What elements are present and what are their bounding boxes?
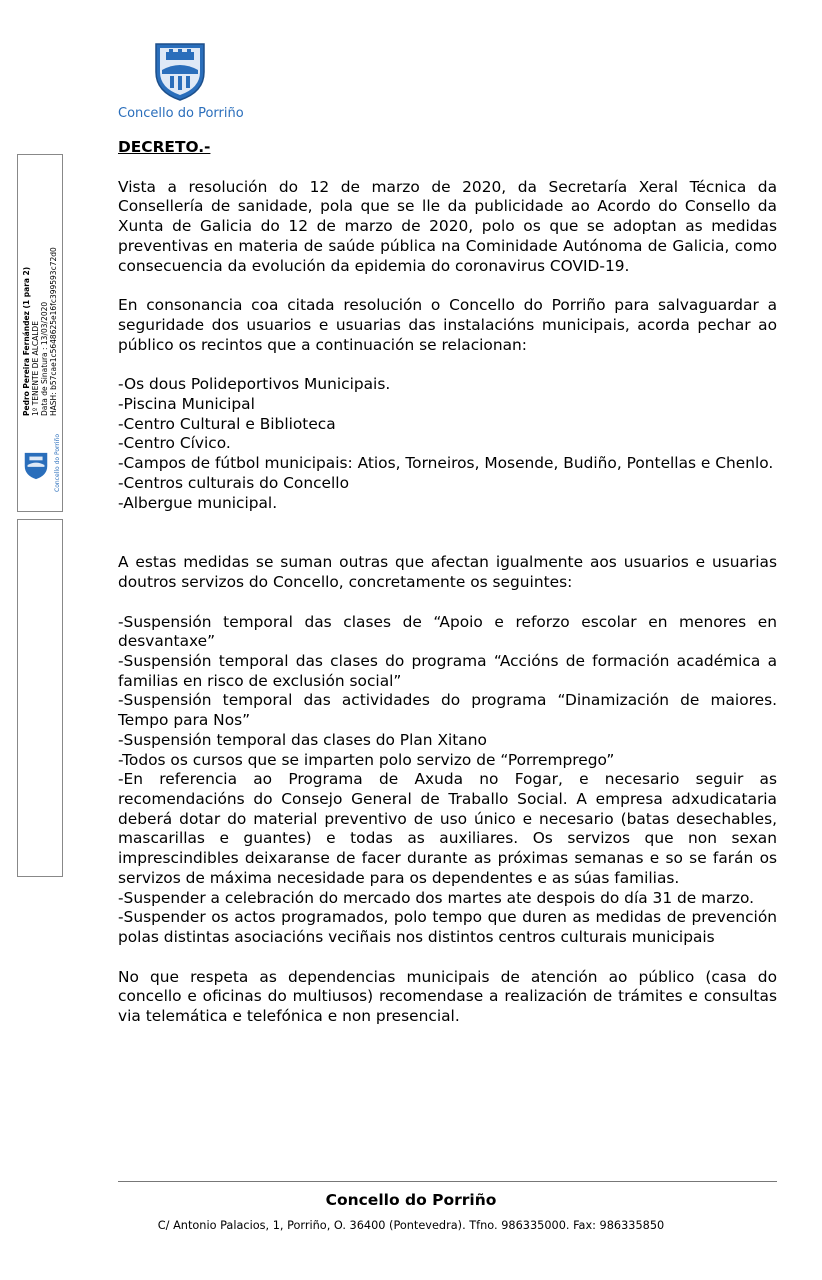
list-item: -Centro Cívico. [118, 434, 231, 453]
coat-of-arms-icon [152, 38, 208, 102]
list-item: -Suspensión temporal das clases de “Apoio e reforzo escolar en menores en desvantaxe” [118, 612, 777, 651]
list-item: -Centros culturais do Concello [118, 473, 349, 492]
decree-body [118, 138, 777, 1027]
signature-date: Data de Sinatura : 13/03/2020 [40, 301, 49, 416]
signer-role: 1º TENENTE DE ALCALDE [31, 321, 40, 416]
signer-name: Pedro Pereira Fernández (1 para 2) [22, 266, 31, 416]
list-item: -Campos de fútbol municipais: Atios, Torneiros, Mosende, Budiño, Pontellas e Chenlo. [118, 454, 774, 473]
paragraph-additional: A estas medidas se suman outras que afectan igualmente aos usuarios e usuarias doutros servizos do Concello, concretamente os seguintes: [118, 553, 777, 591]
services-list [118, 613, 777, 948]
list-item: -Albergue municipal. [118, 493, 278, 512]
list-item: -Todos os cursos que se imparten polo servizo de “Porremprego” [118, 750, 615, 769]
logo-name: Concello do Porriño [118, 106, 244, 121]
signature-hash: HASH: b57cae1c5648625e16fc399593c72d0 [49, 247, 58, 416]
list-item: -Os dous Polideportivos Municipais. [118, 375, 391, 394]
list-item: -Centro Cultural e Biblioteca [118, 414, 336, 433]
paragraph-consonancia: En consonancia coa citada resolución o Concello do Porriño para salvaguardar a seguridade dos usuarios e usuarias das instalacións municipais, acorda pechar ao público os recintos que a continuación se relacionan: [118, 296, 777, 354]
header-logo [118, 38, 242, 121]
mini-logo-name: Concello do Porriño [54, 434, 61, 492]
list-item: -Suspender os actos programados, polo tempo que duren as medidas de prevención polas distintas asociacións veciñais nos distintos centros culturais municipais [118, 908, 777, 946]
list-item: -Suspender a celebración do mercado dos martes ate despois do día 31 de marzo. [118, 888, 755, 907]
list-item: -Suspensión temporal das actividades do programa “Dinamización de maiores. Tempo para Nos” [118, 691, 777, 730]
signature-block [22, 216, 58, 416]
footer-divider [118, 1181, 777, 1182]
paragraph-closing: No que respeta as dependencias municipais de atención ao público (casa do concello e oficinas do multiusos) recomendase a realización de trámites e consultas via telemática e telefónica e non presencial. [118, 967, 777, 1026]
list-item: -En referencia ao Programa de Axuda no Fogar, e necesario seguir as recomendacións do Consejo General de Traballo Social. A empresa adxudicataria deberá dotar do material preventivo de uso único e necesario (batas desechables, mascarillas e guantes) e todas as auxiliares. Os servizos que non sexan imprescindibles deixaranse de facer durante as próximas semanas e so se farán os servizos de máxima necesidade para os dependentes e as súas familias. [118, 770, 777, 887]
mini-coat-of-arms-icon [22, 450, 50, 480]
footer-title: Concello do Porriño [325, 1191, 497, 1209]
list-item: -Suspensión temporal das clases do Plan Xitano [118, 730, 487, 749]
facilities-list [118, 375, 777, 513]
signature-panel-empty [17, 519, 63, 877]
footer-address: C/ Antonio Palacios, 1, Porriño, O. 36400 (Pontevedra). Tfno. 986335000. Fax: 986335850 [157, 1219, 665, 1232]
paragraph-intro: Vista a resolución do 12 de marzo de 2020, da Secretaría Xeral Técnica da Consellería de sanidade, pola que se lle da publicidade ao Acordo do Consello da Xunta de Galicia do 12 de marzo de 2020, polo os que se adoptan as medidas preventivas en materia de saúde pública na Cominidade Autónoma de Galicia, como consecuencia da evolución da epidemia do coronavirus COVID-19. [118, 177, 777, 275]
list-item: -Suspensión temporal das clases do programa “Accións de formación académica a familias en risco de exclusión social” [118, 652, 777, 690]
document-title: DECRETO.- [118, 138, 211, 156]
mini-logo [22, 450, 50, 484]
list-item: -Piscina Municipal [118, 395, 255, 414]
